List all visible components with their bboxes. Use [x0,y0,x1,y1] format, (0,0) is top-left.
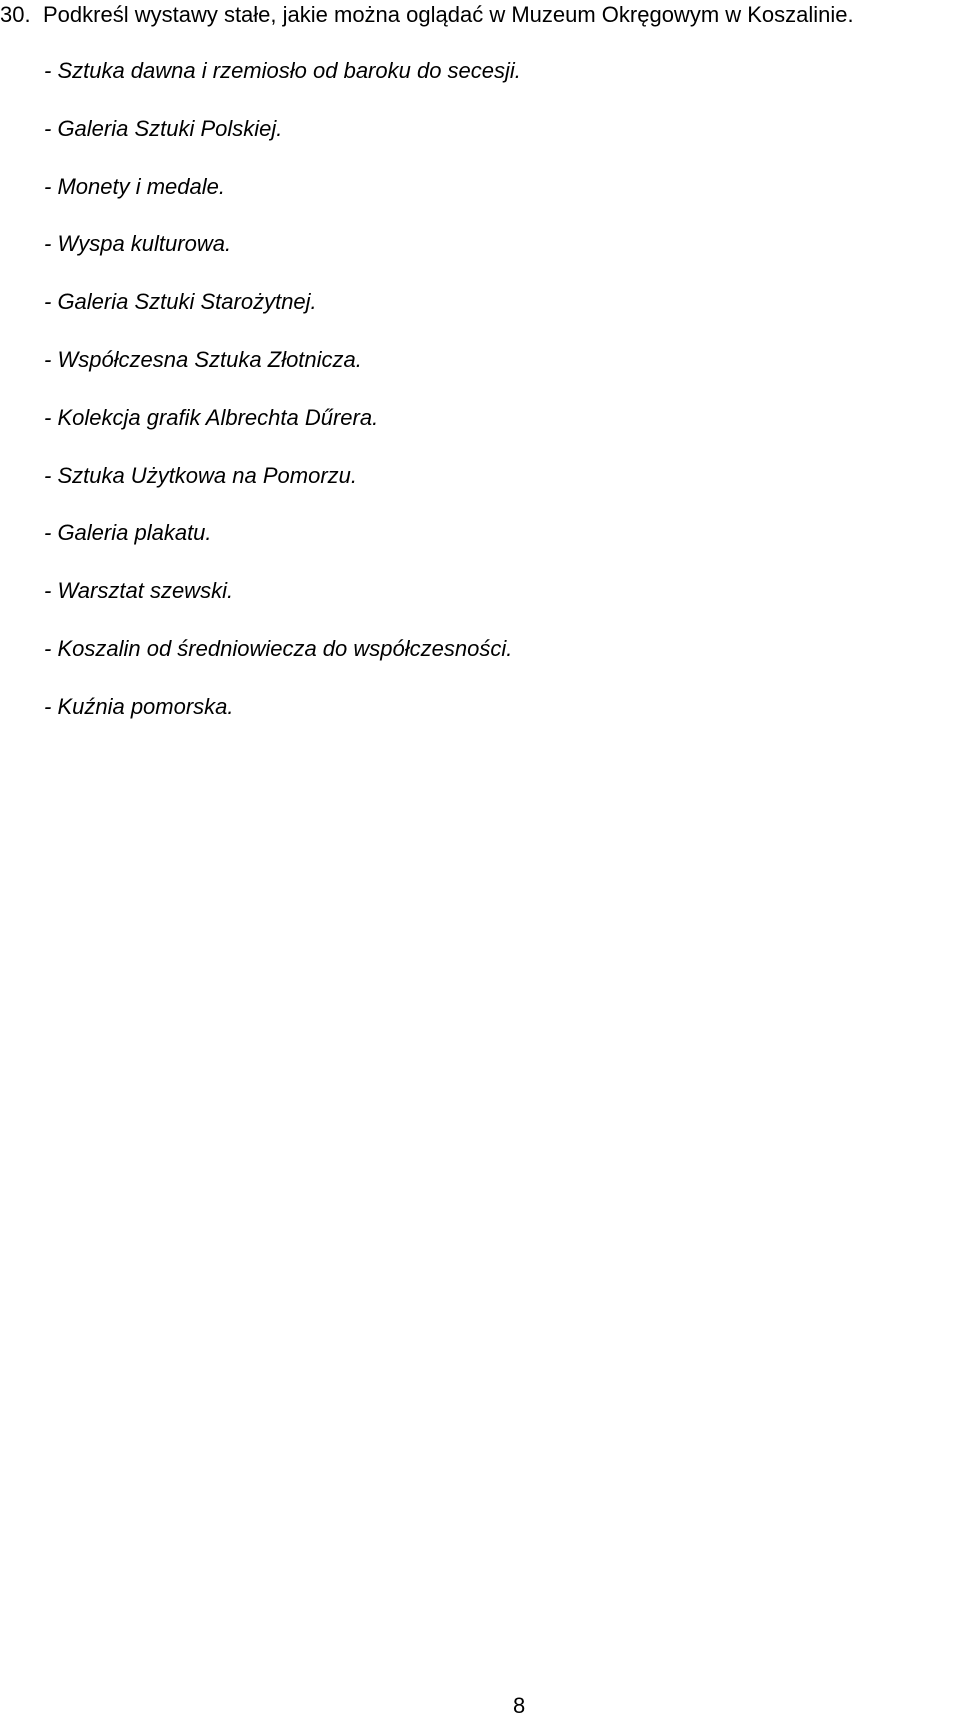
answer-option[interactable]: - Koszalin od średniowiecza do współczesności. [44,635,513,661]
question-number: 30. [0,2,31,27]
answer-option[interactable]: - Galeria plakatu. [44,520,212,546]
answer-option[interactable]: - Sztuka dawna i rzemiosło od baroku do secesji. [44,58,521,83]
page-number: 8 [513,1693,526,1718]
answer-option[interactable]: - Kolekcja grafik Albrechta Dűrera. [44,404,379,430]
answer-option[interactable]: - Wyspa kulturowa. [44,231,232,257]
answer-list [44,56,521,750]
answer-option[interactable]: - Galeria Sztuki Starożytnej. [44,289,317,315]
answer-option[interactable]: - Kuźnia pomorska. [44,693,234,719]
answer-option[interactable]: - Sztuka Użytkowa na Pomorzu. [44,462,358,488]
answer-option[interactable]: - Galeria Sztuki Polskiej. [44,115,283,141]
answer-option[interactable]: - Monety i medale. [44,173,225,199]
answer-option[interactable]: - Współczesna Sztuka Złotnicza. [44,346,362,372]
answer-option[interactable]: - Warsztat szewski. [44,578,234,604]
question-heading [0,0,854,30]
question-text: Podkreśl wystawy stałe, jakie można oglądać w Muzeum Okręgowym w Koszalinie. [43,2,854,27]
